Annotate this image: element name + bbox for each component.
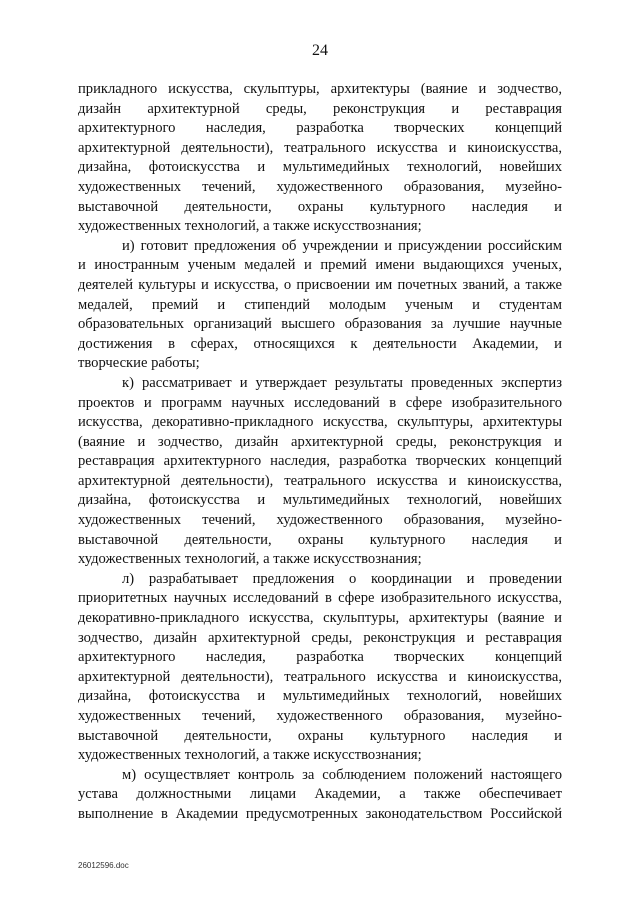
footer-filename: 26012596.doc — [78, 861, 129, 870]
text-line: искусства, декоративно-прикладного искусства, скульптуры, архитектуры — [78, 414, 562, 431]
paragraph-item-i — [78, 237, 562, 374]
text-line: дизайна, фотоискусства и мультимедийных технологий, новейших — [78, 688, 562, 705]
text-line: деятелей культуры и искусства, о присвоении им почетных званий, а также — [78, 276, 562, 293]
paragraph-item-k — [78, 374, 562, 570]
text-line: творческие работы; — [78, 355, 200, 372]
text-line: художественных технологий, а также искусствознания; — [78, 551, 422, 568]
text-line: художественных течений, художественного образования, музейно- — [78, 178, 562, 195]
text-line: декоративно-прикладного искусства, скульптуры, архитектуры (ваяние и — [78, 610, 562, 627]
text-line: выставочной деятельности, охраны культурного наследия и — [78, 531, 562, 548]
text-line: архитектурной деятельности), театрального искусства и киноискусства, — [78, 139, 562, 156]
text-line: выполнение в Академии предусмотренных законодательством Российской — [78, 805, 562, 822]
text-line: дизайна, фотоискусства и мультимедийных технологий, новейших — [78, 159, 562, 176]
text-line: архитектурной деятельности), театрального искусства и киноискусства, — [78, 472, 562, 489]
text-line: медалей, премий и стипендий молодым ученым и студентам — [78, 296, 562, 313]
paragraph-item-m — [78, 766, 562, 825]
page-number: 24 — [312, 42, 328, 59]
text-line: архитектурной деятельности), театрального искусства и киноискусства, — [78, 668, 562, 685]
text-line: прикладного искусства, скульптуры, архитектуры (ваяние и зодчество, — [78, 81, 562, 97]
text-line: и) готовит предложения об учреждении и присуждении российским — [122, 237, 562, 254]
text-line: к) рассматривает и утверждает результаты проведенных экспертиз — [122, 374, 562, 391]
text-line: проектов и программ научных исследований в сфере изобразительного — [78, 394, 562, 411]
document-body — [78, 80, 562, 825]
paragraph-item-l — [78, 570, 562, 766]
text-line: образовательных организаций высшего образования за лучшие научные — [78, 316, 562, 333]
paragraph-continuation — [78, 80, 562, 237]
text-line: архитектурного наследия, разработка творческих концепций — [78, 649, 562, 666]
text-line: зодчество, дизайн архитектурной среды, реконструкция и реставрация — [78, 629, 562, 646]
text-line: л) разрабатывает предложения о координации и проведении — [122, 570, 562, 587]
text-line: реставрация архитектурного наследия, разработка творческих концепций — [78, 453, 562, 470]
text-line: художественных течений, художественного образования, музейно- — [78, 708, 562, 724]
text-line: дизайна, фотоискусства и мультимедийных технологий, новейших — [78, 492, 562, 509]
text-line: дизайн архитектурной среды, реконструкция и реставрация — [78, 100, 562, 117]
text-line: достижения в сферах, относящихся к деятельности Академии, и — [78, 335, 562, 352]
text-line: художественных технологий, а также искусствознания; — [78, 747, 422, 764]
text-line: выставочной деятельности, охраны культурного наследия и — [78, 727, 562, 744]
text-line: выставочной деятельности, охраны культурного наследия и — [78, 198, 562, 215]
text-line: архитектурного наследия, разработка творческих концепций — [78, 120, 562, 137]
text-line: устава должностными лицами Академии, а также обеспечивает — [78, 786, 562, 803]
text-line: художественных технологий, а также искусствознания; — [78, 218, 422, 235]
text-line: и иностранным ученым медалей и премий имени выдающихся ученых, — [78, 257, 562, 274]
text-line: м) осуществляет контроль за соблюдением положений настоящего — [122, 766, 562, 783]
text-line: (ваяние и зодчество, дизайн архитектурной среды, реконструкция и — [78, 433, 562, 450]
text-line: приоритетных научных исследований в сфере изобразительного искусства, — [78, 590, 562, 607]
text-line: художественных течений, художественного образования, музейно- — [78, 512, 562, 529]
